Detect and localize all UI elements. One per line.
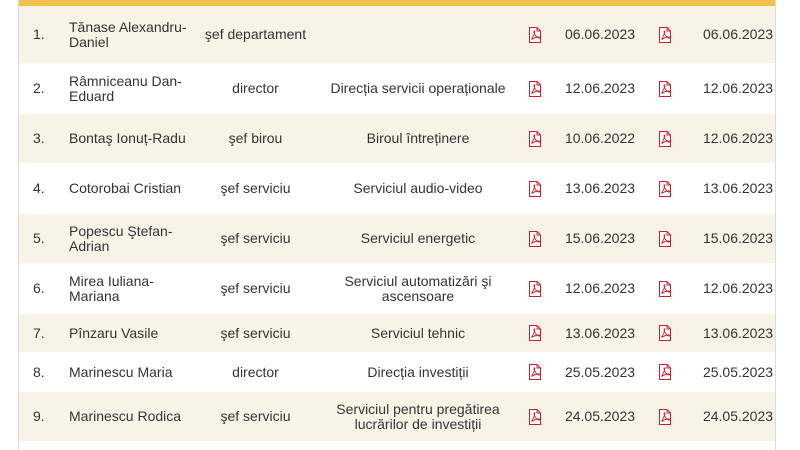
person-name: Mirea Iuliana-Mariana	[61, 264, 198, 314]
interest-declaration-link[interactable]	[653, 64, 677, 114]
interest-declaration-date: 15.06.2023	[677, 214, 776, 264]
interest-declaration-link[interactable]	[653, 114, 677, 164]
person-name: Marinescu Rodica	[61, 392, 198, 442]
wealth-declaration-link[interactable]	[523, 392, 547, 442]
function-cell: şef serviciu	[198, 264, 313, 314]
pdf-icon[interactable]	[528, 27, 542, 43]
interest-declaration-date: 24.05.2023	[677, 392, 776, 442]
person-name: Marinescu Maria	[61, 353, 198, 392]
row-number: 8.	[19, 353, 61, 392]
table-row	[19, 164, 776, 214]
pdf-icon[interactable]	[658, 181, 672, 197]
row-number: 3.	[19, 114, 61, 164]
function-cell: şef serviciu	[198, 164, 313, 214]
interest-declaration-link[interactable]	[653, 353, 677, 392]
pdf-icon[interactable]	[658, 409, 672, 425]
pdf-icon[interactable]	[658, 131, 672, 147]
pdf-icon[interactable]	[658, 364, 672, 380]
interest-declaration-link[interactable]	[653, 314, 677, 353]
person-name: Cotorobai Cristian	[61, 164, 198, 214]
wealth-declaration-date: 06.06.2023	[547, 6, 653, 64]
interest-declaration-link[interactable]	[653, 164, 677, 214]
department-cell	[313, 6, 523, 64]
wealth-declaration-link[interactable]	[523, 64, 547, 114]
department-cell: Serviciul automatizări şi ascensoare	[313, 264, 523, 314]
department-cell: Serviciul energetic	[313, 214, 523, 264]
interest-declaration-link[interactable]	[653, 264, 677, 314]
row-number: 9.	[19, 392, 61, 442]
person-name: Pînzaru Vasile	[61, 314, 198, 353]
wealth-declaration-link[interactable]	[523, 314, 547, 353]
pdf-icon[interactable]	[528, 325, 542, 341]
function-cell: şef birou	[198, 114, 313, 164]
function-cell: şef serviciu	[198, 314, 313, 353]
row-number: 1.	[19, 6, 61, 64]
table-row	[19, 214, 776, 264]
pdf-icon[interactable]	[528, 81, 542, 97]
pdf-icon[interactable]	[528, 231, 542, 247]
table-row	[19, 442, 776, 450]
person-name: Popescu Ştefan-Adrian	[61, 214, 198, 264]
wealth-declaration-date: 24.05.2023	[547, 392, 653, 442]
interest-declaration-date: 06.06.2023	[677, 6, 776, 64]
department-cell: Serviciul audio-video	[313, 164, 523, 214]
wealth-declaration-date: 10.06.2022	[547, 114, 653, 164]
pdf-icon[interactable]	[528, 409, 542, 425]
table-row	[19, 114, 776, 164]
person-name: Bontaş Ionuț-Radu	[61, 114, 198, 164]
pdf-icon[interactable]	[528, 364, 542, 380]
wealth-declaration-link[interactable]	[523, 114, 547, 164]
table-row-partial	[19, 442, 776, 450]
interest-declaration-link[interactable]	[653, 214, 677, 264]
interest-declaration-date: 12.06.2023	[677, 264, 776, 314]
row-number: 4.	[19, 164, 61, 214]
pdf-icon[interactable]	[528, 181, 542, 197]
wealth-declaration-date: 13.06.2023	[547, 314, 653, 353]
department-cell: Direcția servicii operaționale	[313, 64, 523, 114]
interest-declaration-date: 13.06.2023	[677, 164, 776, 214]
wealth-declaration-date: 25.05.2023	[547, 353, 653, 392]
wealth-declaration-date: 12.06.2023	[547, 64, 653, 114]
interest-declaration-link[interactable]	[653, 392, 677, 442]
table-row	[19, 6, 776, 64]
wealth-declaration-link[interactable]	[523, 214, 547, 264]
wealth-declaration-link[interactable]	[523, 6, 547, 64]
wealth-declaration-link[interactable]	[523, 353, 547, 392]
pdf-icon[interactable]	[528, 281, 542, 297]
table-row	[19, 264, 776, 314]
table-row	[19, 392, 776, 442]
function-cell: şef departament	[198, 6, 313, 64]
function-cell: director	[198, 64, 313, 114]
row-number: 2.	[19, 64, 61, 114]
row-number: 5.	[19, 214, 61, 264]
wealth-declaration-date: 15.06.2023	[547, 214, 653, 264]
declarations-table-container	[18, 0, 776, 450]
table-row	[19, 64, 776, 114]
wealth-declaration-link[interactable]	[523, 264, 547, 314]
person-name: Râmniceanu Dan-Eduard	[61, 64, 198, 114]
pdf-icon[interactable]	[658, 27, 672, 43]
pdf-icon[interactable]	[658, 81, 672, 97]
table-row	[19, 353, 776, 392]
department-cell: Direcția investiții	[313, 353, 523, 392]
function-cell: şef serviciu	[198, 392, 313, 442]
wealth-declaration-link[interactable]	[523, 164, 547, 214]
wealth-declaration-date: 12.06.2023	[547, 264, 653, 314]
wealth-declaration-date: 13.06.2023	[547, 164, 653, 214]
department-cell: Biroul întreținere	[313, 114, 523, 164]
interest-declaration-link[interactable]	[653, 6, 677, 64]
interest-declaration-date: 13.06.2023	[677, 314, 776, 353]
pdf-icon[interactable]	[658, 231, 672, 247]
row-number: 6.	[19, 264, 61, 314]
pdf-icon[interactable]	[658, 325, 672, 341]
table-row	[19, 314, 776, 353]
interest-declaration-date: 12.06.2023	[677, 114, 776, 164]
pdf-icon[interactable]	[528, 131, 542, 147]
row-number: 7.	[19, 314, 61, 353]
function-cell: director	[198, 353, 313, 392]
department-cell: Serviciul tehnic	[313, 314, 523, 353]
interest-declaration-date: 12.06.2023	[677, 64, 776, 114]
function-cell: şef serviciu	[198, 214, 313, 264]
department-cell: Serviciul pentru pregătirea lucrărilor de investiții	[313, 392, 523, 442]
person-name: Tănase Alexandru-Daniel	[61, 6, 198, 64]
interest-declaration-date: 25.05.2023	[677, 353, 776, 392]
declarations-table	[19, 6, 776, 450]
pdf-icon[interactable]	[658, 281, 672, 297]
